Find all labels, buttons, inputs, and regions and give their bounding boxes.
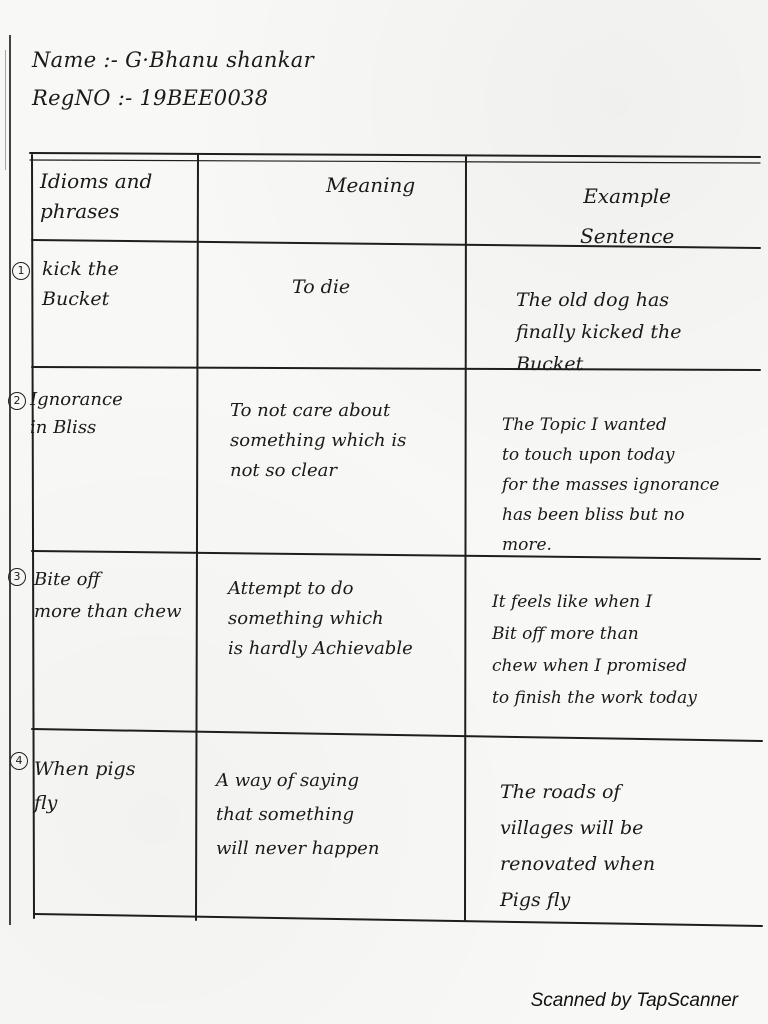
row-number-4: 4: [10, 752, 28, 770]
grid-line-row3-bottom: [32, 729, 762, 741]
row3-meaning: Attempt to do something which is hardly Achievable: [228, 578, 413, 659]
row1-idiom: kick the Bucket: [42, 258, 119, 310]
row-number-2: 2: [8, 392, 26, 410]
row2-example: The Topic I wanted to touch upon today for the masses ignorance has been bliss but no more.: [502, 415, 720, 555]
row4-idiom: When pigs fly: [34, 758, 136, 814]
grid-line-col2: [465, 157, 466, 920]
row1-example: The old dog has finally kicked the Bucket: [516, 289, 682, 375]
row1-meaning: To die: [292, 276, 351, 298]
registration-number: RegNO :- 19BEE0038: [32, 86, 269, 110]
scanner-watermark: Scanned by TapScanner: [530, 990, 738, 1011]
header-meaning: Meaning: [326, 173, 416, 197]
row3-idiom: Bite off more than chew: [34, 569, 182, 622]
row4-example: The roads of villages will be renovated when Pigs fly: [500, 781, 656, 911]
row-number-3: 3: [8, 568, 26, 586]
row3-example: It feels like when I Bit off more than chew when I promised to finish the work today: [492, 592, 697, 708]
row4-meaning: A way of saying that something will never happen: [216, 770, 380, 859]
row-number-1: 1: [12, 262, 30, 280]
grid-line-top-double: [30, 160, 760, 163]
row2-meaning: To not care about something which is not so clear: [230, 400, 407, 481]
margin-rule-secondary: [5, 50, 6, 170]
grid-line-col1: [196, 155, 198, 920]
header-example: Example Sentence: [580, 184, 675, 248]
grid-line-top: [30, 153, 760, 157]
student-name: Name :- G·Bhanu shankar: [32, 48, 314, 72]
header-idioms: Idioms and phrases: [40, 169, 153, 223]
margin-rule: [9, 35, 11, 925]
row2-idiom: Ignorance in Bliss: [30, 389, 123, 438]
